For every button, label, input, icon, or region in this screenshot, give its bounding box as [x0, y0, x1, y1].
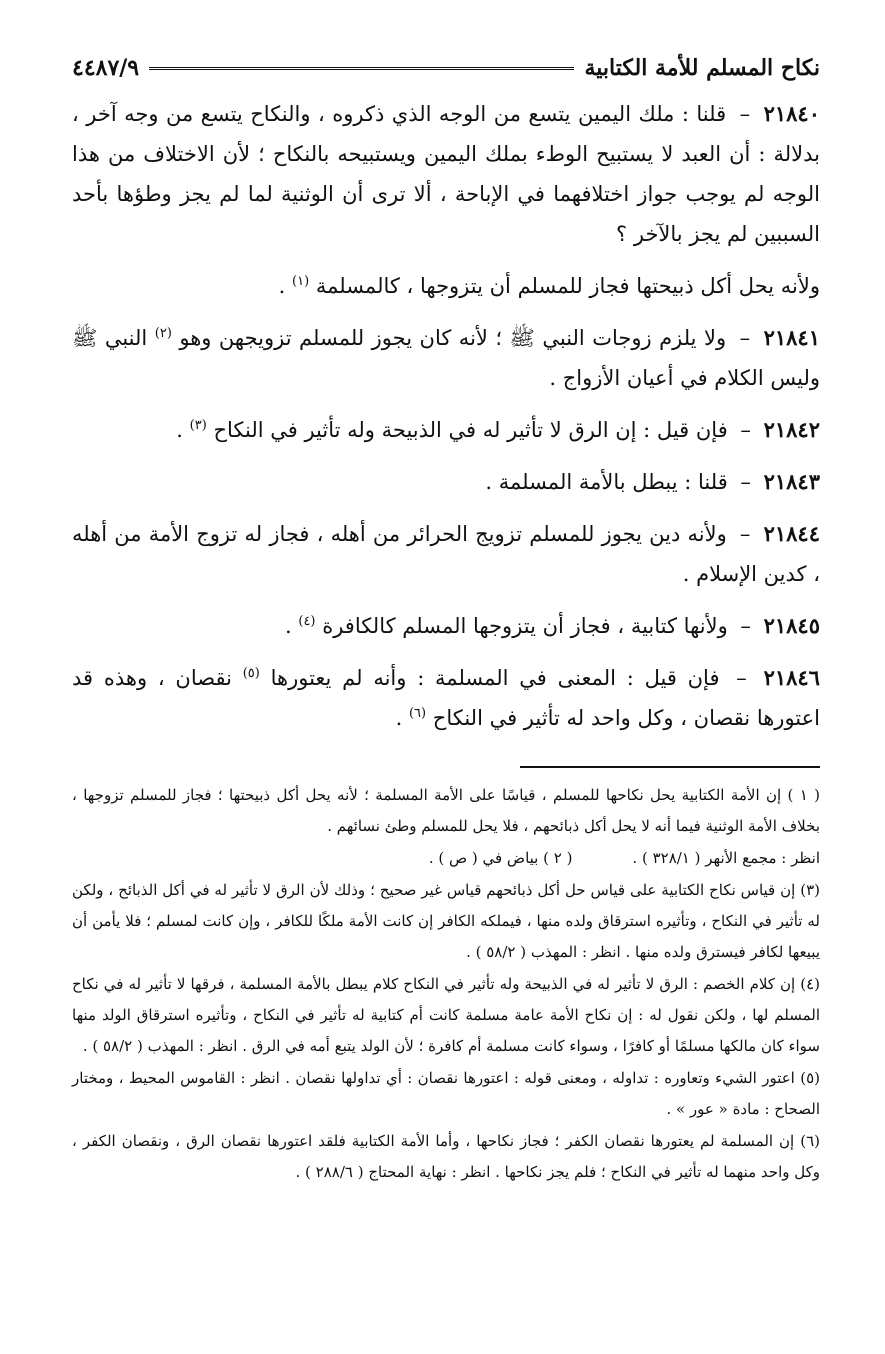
- paragraph-tail: .: [176, 418, 183, 442]
- footnote-ref-6[interactable]: (٦): [408, 706, 427, 721]
- paragraph-21844: ٢١٨٤٤ – ولأنه دين يجوز للمسلم تزويج الحرائر من أهله ، فجاز له تزوج الأمة من أهله ، كدين الإسلام .: [72, 521, 820, 586]
- paragraph-text: قلنا : ملك اليمين يتسع من الوجه الذي ذكروه ، والنكاح يتسع من وجه آخر ، بدلالة : أن العبد لا يستبيح الوطء بملك اليمين ويستبيحه بالنكاح ؛ لأن الاختلاف من هذا الوجه لم يوجب جواز اختلافهما في الإباحة ، ألا ترى أن الوثنية لما لم يجز وطؤها بأحد السببين لم يجز بالآخر ؟: [72, 102, 820, 246]
- paragraph-tail: .: [278, 274, 286, 298]
- paragraph-21841: ٢١٨٤١ – ولا يلزم زوجات النبي ﷺ ؛ لأنه كان يجوز للمسلم تزويجهن وهو $^{(٢)}$ النبي ﷺ وليس الكلام في أعيان الأزواج .: [72, 325, 820, 390]
- footnote-ref-4[interactable]: (٤): [298, 614, 316, 629]
- footnote-1-reference: انظر : مجمع الأنهر ( ٣٢٨/١ ) .: [632, 849, 820, 867]
- paragraph-number: ٢١٨٤٠: [763, 101, 820, 126]
- paragraph-tail: النبي ﷺ وليس الكلام في أعيان الأزواج .: [72, 326, 820, 390]
- paragraph-21845: ٢١٨٤٥ – ولأنها كتابية ، فجاز أن يتزوجها المسلم كالكافرة $^{(٤)}$ .: [284, 613, 820, 638]
- main-text: [72, 94, 820, 738]
- footnote-3: (٣) إن قياس نكاح الكتابية على قياس حل أكل ذبائحهم قياس غير صحيح ؛ وذلك لأن الرق لا تأثير له في أكل الذبائح ، ولكن له تأثير في النكاح ، وتأثيره استرقاق ولده منها ، فيملكه الكافر إن كانت الأمة ملكًا للكافر ، وإن كانت لمسلم ؛ فلا يأمن أن يبيعها لكافر فيسترق ولده منها . انظر : المهذب ( ٥٨/٢ ) .: [72, 881, 820, 961]
- footnote-ref-2[interactable]: (٢): [154, 326, 172, 341]
- paragraph-tail: .: [284, 614, 292, 638]
- paragraph-text: ولأنها كتابية ، فجاز أن يتزوجها المسلم كالكافرة: [322, 614, 728, 638]
- footnote-ref-3[interactable]: (٣): [189, 418, 207, 433]
- paragraph-text: ولأنه يحل أكل ذبيحتها فجاز للمسلم أن يتزوجها ، كالمسلمة: [315, 274, 820, 298]
- paragraph-text: قلنا : يبطل بالأمة المسلمة .: [485, 470, 728, 494]
- paragraph-number: ٢١٨٤١: [763, 325, 820, 350]
- paragraph-21846: ٢١٨٤٦ – فإن قيل : المعنى في المسلمة : وأنه لم يعتورها $^{(٥)}$ نقصان ، وهذه قد اعتورها نقصان ، وكل واحد له تأثير في النكاح $^{(٦)}$ .: [72, 665, 820, 730]
- paragraph-21843: ٢١٨٤٣ – قلنا : يبطل بالأمة المسلمة .: [485, 469, 820, 494]
- paragraph-text: فإن قيل : إن الرق لا تأثير له في الذبيحة وله تأثير في النكاح: [213, 418, 728, 442]
- footnote-4: (٤) إن كلام الخصم : الرق لا تأثير له في الذبيحة وله تأثير في النكاح كلام يبطل بالأمة المسلمة ، فرقها لا تأثير له في نكاح المسلم لها ، ولكن نقول له : إن نكاح الأمة عامة مسلمة كانت أم كتابية له تأثير في النكاح ، وتأثيره استرقاق الولد منها سواء كان مالكها مسلمًا أو كافرًا ، وسواء كانت مسلمة أم كافرة ؛ لأن الولد يتبع أمه في الرق . انظر : المهذب ( ٥٨/٢ ) .: [72, 975, 820, 1055]
- footnote-1: ( ١ ) إن الأمة الكتابية يحل نكاحها للمسلم ، قياسًا على الأمة المسلمة ؛ لأنه يحل أكل ذبيحتها ؛ فجاز للمسلم تزوجها ، بخلاف الأمة الوثنية فيما أنه لا يحل أكل ذبائحهم ، فلا يحل للمسلم وطئ نسائهم .: [72, 786, 820, 835]
- paragraph-21840: ٢١٨٤٠ – قلنا : ملك اليمين يتسع من الوجه الذي ذكروه ، والنكاح يتسع من وجه آخر ، بدلالة : أن العبد لا يستبيح الوطء بملك اليمين ويستبيحه بالنكاح ؛ لأن الاختلاف من هذا الوجه لم يوجب جواز اختلافهما في الإباحة ، ألا ترى أن الوثنية لما لم يجز وطؤها بأحد السببين لم يجز بالآخر ؟: [72, 101, 820, 246]
- paragraph-number: ٢١٨٤٢: [763, 417, 820, 442]
- header-title: نكاح المسلم للأمة الكتابية: [584, 55, 820, 81]
- paragraph-text: فإن قيل : المعنى في المسلمة : وأنه لم يعتورها: [270, 666, 720, 690]
- running-header: [72, 48, 820, 88]
- footnote-ref-5[interactable]: (٥): [242, 666, 260, 681]
- paragraph-21842: ٢١٨٤٢ – فإن قيل : إن الرق لا تأثير له في الذبيحة وله تأثير في النكاح $^{(٣)}$ .: [176, 417, 820, 442]
- footnote-ref-1[interactable]: (١): [292, 274, 310, 289]
- paragraph-text: ولا يلزم زوجات النبي ﷺ ؛ لأنه كان يجوز للمسلم تزويجهن وهو: [179, 326, 727, 350]
- page-number: ٤٤٨٧/٩: [72, 55, 140, 81]
- paragraph-number: ٢١٨٤٦: [763, 665, 820, 690]
- footnotes: [72, 780, 820, 1188]
- footnote-5: (٥) اعتور الشيء وتعاوره : تداوله ، ومعنى قوله : اعتورها نقصان : أي تداولها نقصان . انظر : القاموس المحيط ، ومختار الصحاح : مادة « عور » .: [72, 1069, 820, 1118]
- paragraph-tail-2: .: [395, 706, 403, 730]
- footnote-1-2-line: [72, 843, 820, 874]
- paragraph-text: ولأنه دين يجوز للمسلم تزويج الحرائر من أهله ، فجاز له تزوج الأمة من أهله ، كدين الإسلام .: [72, 522, 820, 586]
- paragraph-number: ٢١٨٤٤: [763, 521, 820, 546]
- paragraph-continuation: [72, 266, 820, 306]
- footnote-2: ( ٢ ) بياض في ( ص ) .: [428, 849, 573, 867]
- book-page: [72, 48, 820, 1189]
- paragraph-number: ٢١٨٤٣: [763, 469, 820, 494]
- paragraph-tail: نقصان ، وهذه قد اعتورها نقصان ، وكل واحد له تأثير في النكاح: [72, 666, 820, 730]
- footnote-6: (٦) إن المسلمة لم يعتورها نقصان الكفر ؛ فجاز نكاحها ، وأما الأمة الكتابية فلقد اعتورها نقصان الرق ، ونقصان الكفر ، وكل واحد منهما له تأثير في النكاح ؛ فلم يجز نكاحها . انظر : نهاية المحتاج ( ٢٨٨/٦ ) .: [72, 1132, 820, 1181]
- footnote-separator: [520, 766, 820, 768]
- header-rule: [149, 67, 574, 70]
- paragraph-number: ٢١٨٤٥: [763, 613, 820, 638]
